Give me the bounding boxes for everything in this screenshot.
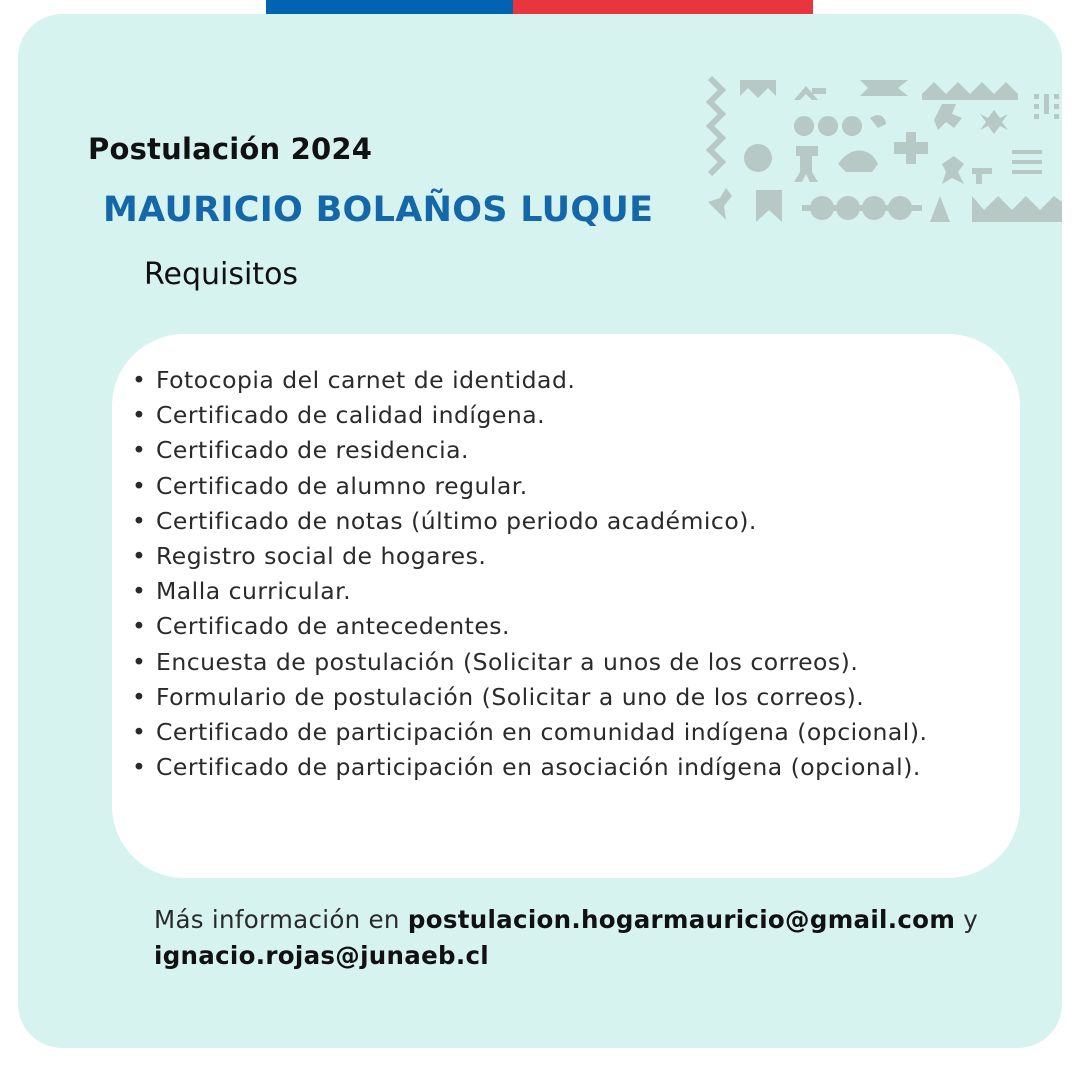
contact-info bbox=[154, 902, 1034, 974]
bullet: • bbox=[132, 542, 147, 571]
requirement-text: Certificado de participación en asociación indígena (opcional). bbox=[156, 753, 921, 782]
contact-joiner: y bbox=[963, 905, 979, 934]
bullet: • bbox=[132, 471, 147, 500]
info-card bbox=[18, 14, 1062, 1048]
list-item bbox=[132, 609, 1012, 644]
bullet: • bbox=[132, 506, 147, 535]
requirement-text: Certificado de notas (último periodo académico). bbox=[156, 506, 757, 535]
list-item bbox=[132, 433, 1012, 468]
requirement-text: Fotocopia del carnet de identidad. bbox=[156, 366, 576, 394]
indigenous-pattern-icon bbox=[702, 72, 1066, 230]
list-item bbox=[132, 504, 1012, 539]
requirement-text: Certificado de alumno regular. bbox=[156, 471, 528, 500]
list-item bbox=[132, 680, 1012, 715]
page-title: Postulación 2024 bbox=[88, 132, 373, 166]
list-item bbox=[132, 645, 1012, 680]
list-item bbox=[132, 574, 1012, 609]
bullet: • bbox=[132, 682, 147, 711]
bullet: • bbox=[132, 436, 147, 465]
list-item bbox=[132, 469, 1012, 504]
contact-prefix: Más información en bbox=[154, 905, 400, 934]
bullet: • bbox=[132, 753, 147, 782]
bullet: • bbox=[132, 401, 147, 430]
list-item bbox=[132, 539, 1012, 574]
residence-name: MAURICIO BOLAÑOS LUQUE bbox=[103, 190, 654, 230]
section-heading-requisitos: Requisitos bbox=[144, 257, 299, 292]
requirements-panel bbox=[112, 334, 1020, 878]
bullet: • bbox=[132, 612, 147, 641]
list-item bbox=[132, 715, 1012, 750]
bullet: • bbox=[132, 647, 147, 676]
pattern-shapes bbox=[708, 78, 1062, 222]
contact-email-hogar[interactable]: postulacion.hogarmauricio@gmail.com bbox=[407, 905, 956, 934]
list-item bbox=[132, 398, 1012, 433]
contact-email-junaeb[interactable]: ignacio.rojas@junaeb.cl bbox=[154, 941, 489, 970]
requirement-text: Formulario de postulación (Solicitar a uno de los correos). bbox=[156, 682, 865, 711]
requirement-text: Certificado de antecedentes. bbox=[156, 612, 511, 641]
requirements-list bbox=[132, 363, 1012, 785]
bullet: • bbox=[132, 366, 147, 394]
list-item bbox=[132, 750, 1012, 785]
bullet: • bbox=[132, 718, 147, 747]
requirement-text: Certificado de participación en comunidad indígena (opcional). bbox=[156, 718, 928, 747]
bullet: • bbox=[132, 577, 147, 606]
requirement-text: Encuesta de postulación (Solicitar a unos de los correos). bbox=[156, 647, 859, 676]
list-item bbox=[132, 363, 1012, 398]
requirement-text: Certificado de residencia. bbox=[156, 436, 469, 465]
requirement-text: Malla curricular. bbox=[156, 577, 352, 606]
requirement-text: Certificado de calidad indígena. bbox=[156, 401, 546, 430]
requirement-text: Registro social de hogares. bbox=[156, 542, 487, 571]
